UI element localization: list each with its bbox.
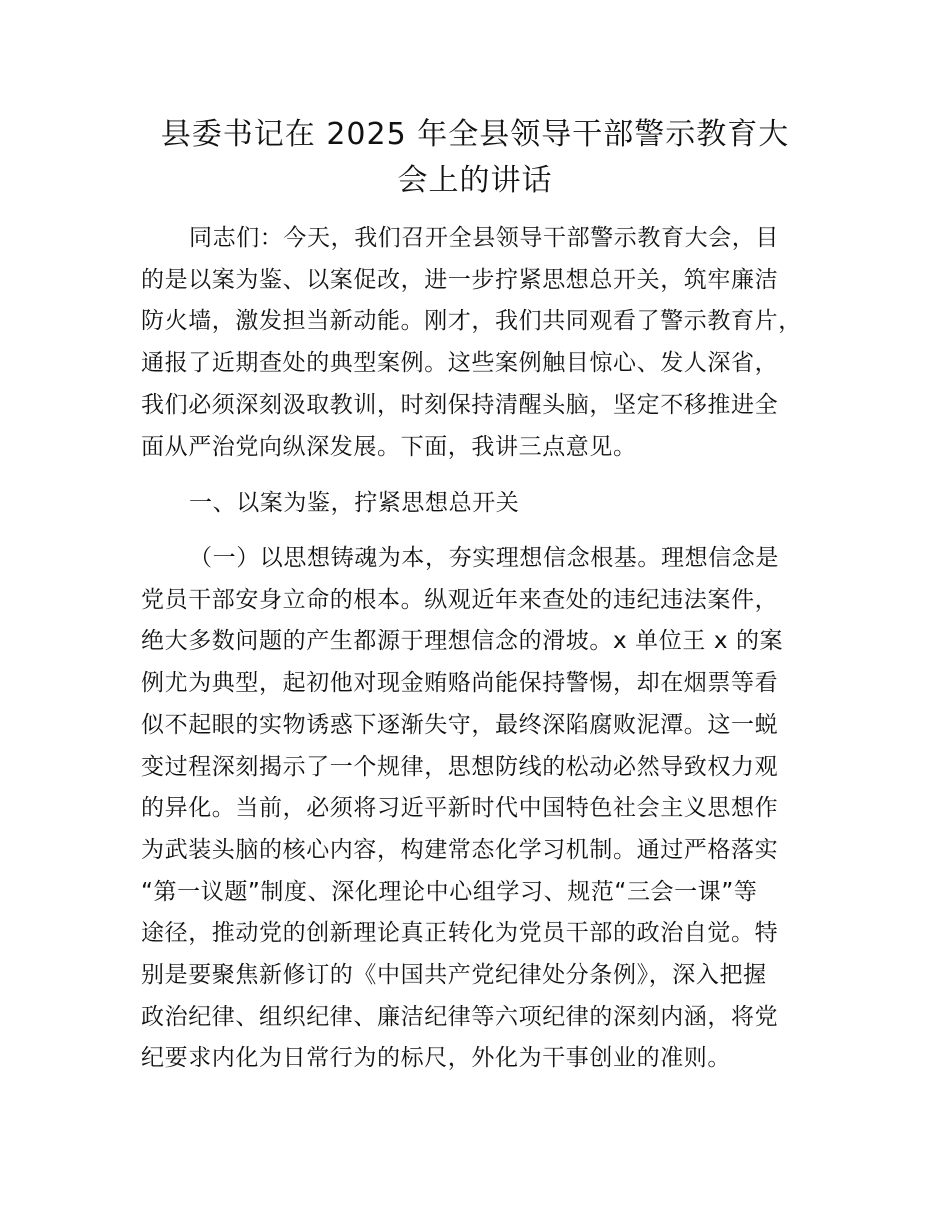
- paragraph-opening: [141, 218, 833, 468]
- text-line: 党员干部安身立命的根本。纵观近年来查处的违纪违法案件，: [141, 586, 779, 613]
- text-line: 面从严治党向纵深发展。下面，我讲三点意见。: [141, 433, 637, 460]
- page-title: [120, 112, 830, 204]
- text-line: 例尤为典型，起初他对现金贿赂尚能保持警惕，却在烟票等看: [141, 670, 779, 697]
- text-line: 别是要聚焦新修订的《中国共产党纪律处分条例》，深入把握: [141, 962, 767, 989]
- text-line: 我们必须深刻汲取教训，时刻保持清醒头脑，坚定不移推进全: [141, 391, 779, 418]
- text-line: 同志们：今天，我们召开全县领导干部警示教育大会，目: [189, 225, 779, 251]
- paragraph-subsection-1: [141, 538, 833, 1080]
- text-line: 政治纪律、组织纪律、廉洁纪律等六项纪律的深刻内涵，将党: [141, 1003, 779, 1030]
- section-heading: [141, 483, 833, 525]
- text-line: 通报了近期查处的典型案例。这些案例触目惊心、发人深省，: [141, 350, 779, 377]
- title-line: 会上的讲话: [397, 163, 553, 198]
- text-line: （一）以思想铸魂为本，夯实理想信念根基。理想信念是: [189, 545, 779, 571]
- text-line: 绝大多数问题的产生都源于理想信念的滑坡。x 单位王 x 的案: [141, 628, 784, 655]
- text-line: 变过程深刻揭示了一个规律，思想防线的松动必然导致权力观: [141, 753, 779, 780]
- text-line: 的是以案为鉴、以案促改，进一步拧紧思想总开关，筑牢廉洁: [141, 266, 779, 293]
- text-line: 途径，推动党的创新理论真正转化为党员干部的政治自觉。特: [141, 920, 779, 947]
- text-line: 似不起眼的实物诱惑下逐渐失守，最终深陷腐败泥潭。这一蜕: [141, 711, 779, 738]
- title-line: 县委书记在 2025 年全县领导干部警示教育大: [160, 117, 790, 152]
- text-line: 的异化。当前，必须将习近平新时代中国特色社会主义思想作: [141, 795, 779, 822]
- text-line: 防火墙，激发担当新动能。刚才，我们共同观看了警示教育片，: [141, 308, 802, 335]
- text-line: “第一议题”制度、深化理论中心组学习、规范“三会一课”等: [141, 878, 758, 905]
- text-line: 为武装头脑的核心内容，构建常态化学习机制。通过严格落实: [141, 836, 779, 863]
- text-line: 一、以案为鉴，拧紧思想总开关: [189, 490, 520, 516]
- text-line: 纪要求内化为日常行为的标尺，外化为干事创业的准则。: [141, 1045, 731, 1072]
